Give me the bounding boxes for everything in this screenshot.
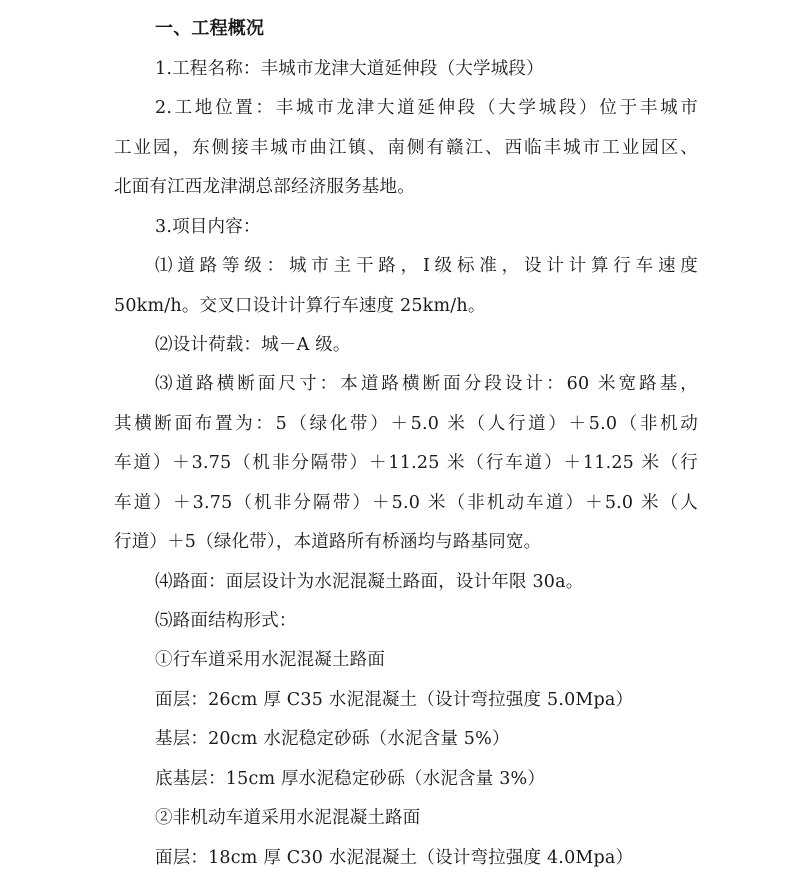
carriageway-base-layer: 基层：20cm 水泥稳定砂砾（水泥含量 5%） (155, 729, 510, 749)
site-location-line-2: 工业园，东侧接丰城市曲江镇、南侧有赣江、西临丰城市工业园区、 (114, 138, 698, 158)
cross-section-line-4: 车道）＋3.75（机非分隔带）＋5.0 米（非机动车道）＋5.0 米（人 (114, 493, 698, 513)
nonmotor-lane-heading: ②非机动车道采用水泥混凝土路面 (155, 808, 421, 828)
cross-section-line-3: 车道）＋3.75（机非分隔带）＋11.25 米（行车道）＋11.25 米（行 (114, 453, 698, 473)
cross-section-line: ⑶道路横断面尺寸：本道路横断面分段设计：60 米宽路基， (155, 374, 698, 394)
road-grade-line-2: 50km/h。交叉口设计计算行车速度 25km/h。 (114, 296, 486, 316)
cross-section-line-2: 其横断面布置为：5（绿化带）＋5.0 米（人行道）＋5.0（非机动 (114, 414, 698, 434)
design-load-line: ⑵设计荷载：城－A 级。 (155, 335, 351, 355)
nonmotor-surface-layer: 面层：18cm 厚 C30 水泥混凝土（设计弯拉强度 4.0Mpa） (155, 848, 634, 868)
pavement-line: ⑷路面：面层设计为水泥混凝土路面，设计年限 30a。 (155, 572, 584, 592)
cross-section-line-5: 行道）＋5（绿化带），本道路所有桥涵均与路基同宽。 (114, 532, 542, 552)
carriageway-subbase-layer: 底基层：15cm 厚水泥稳定砂砾（水泥含量 3%） (155, 769, 546, 789)
pavement-structure-heading: ⑸路面结构形式： (155, 611, 297, 631)
carriageway-surface-layer: 面层：26cm 厚 C35 水泥混凝土（设计弯拉强度 5.0Mpa） (155, 690, 634, 710)
carriageway-heading: ①行车道采用水泥混凝土路面 (155, 650, 386, 670)
site-location-line-3: 北面有江西龙津湖总部经济服务基地。 (114, 177, 415, 197)
project-name-line: 1.工程名称：丰城市龙津大道延伸段（大学城段） (155, 59, 544, 79)
section-heading: 一、工程概况 (155, 18, 265, 39)
road-grade-line: ⑴道路等级：城市主干路，Ⅰ级标准，设计计算行车速度 (155, 256, 698, 276)
site-location-line: 2.工地位置：丰城市龙津大道延伸段（大学城段）位于丰城市 (155, 98, 698, 118)
project-content-heading: 3.项目内容： (155, 217, 261, 237)
